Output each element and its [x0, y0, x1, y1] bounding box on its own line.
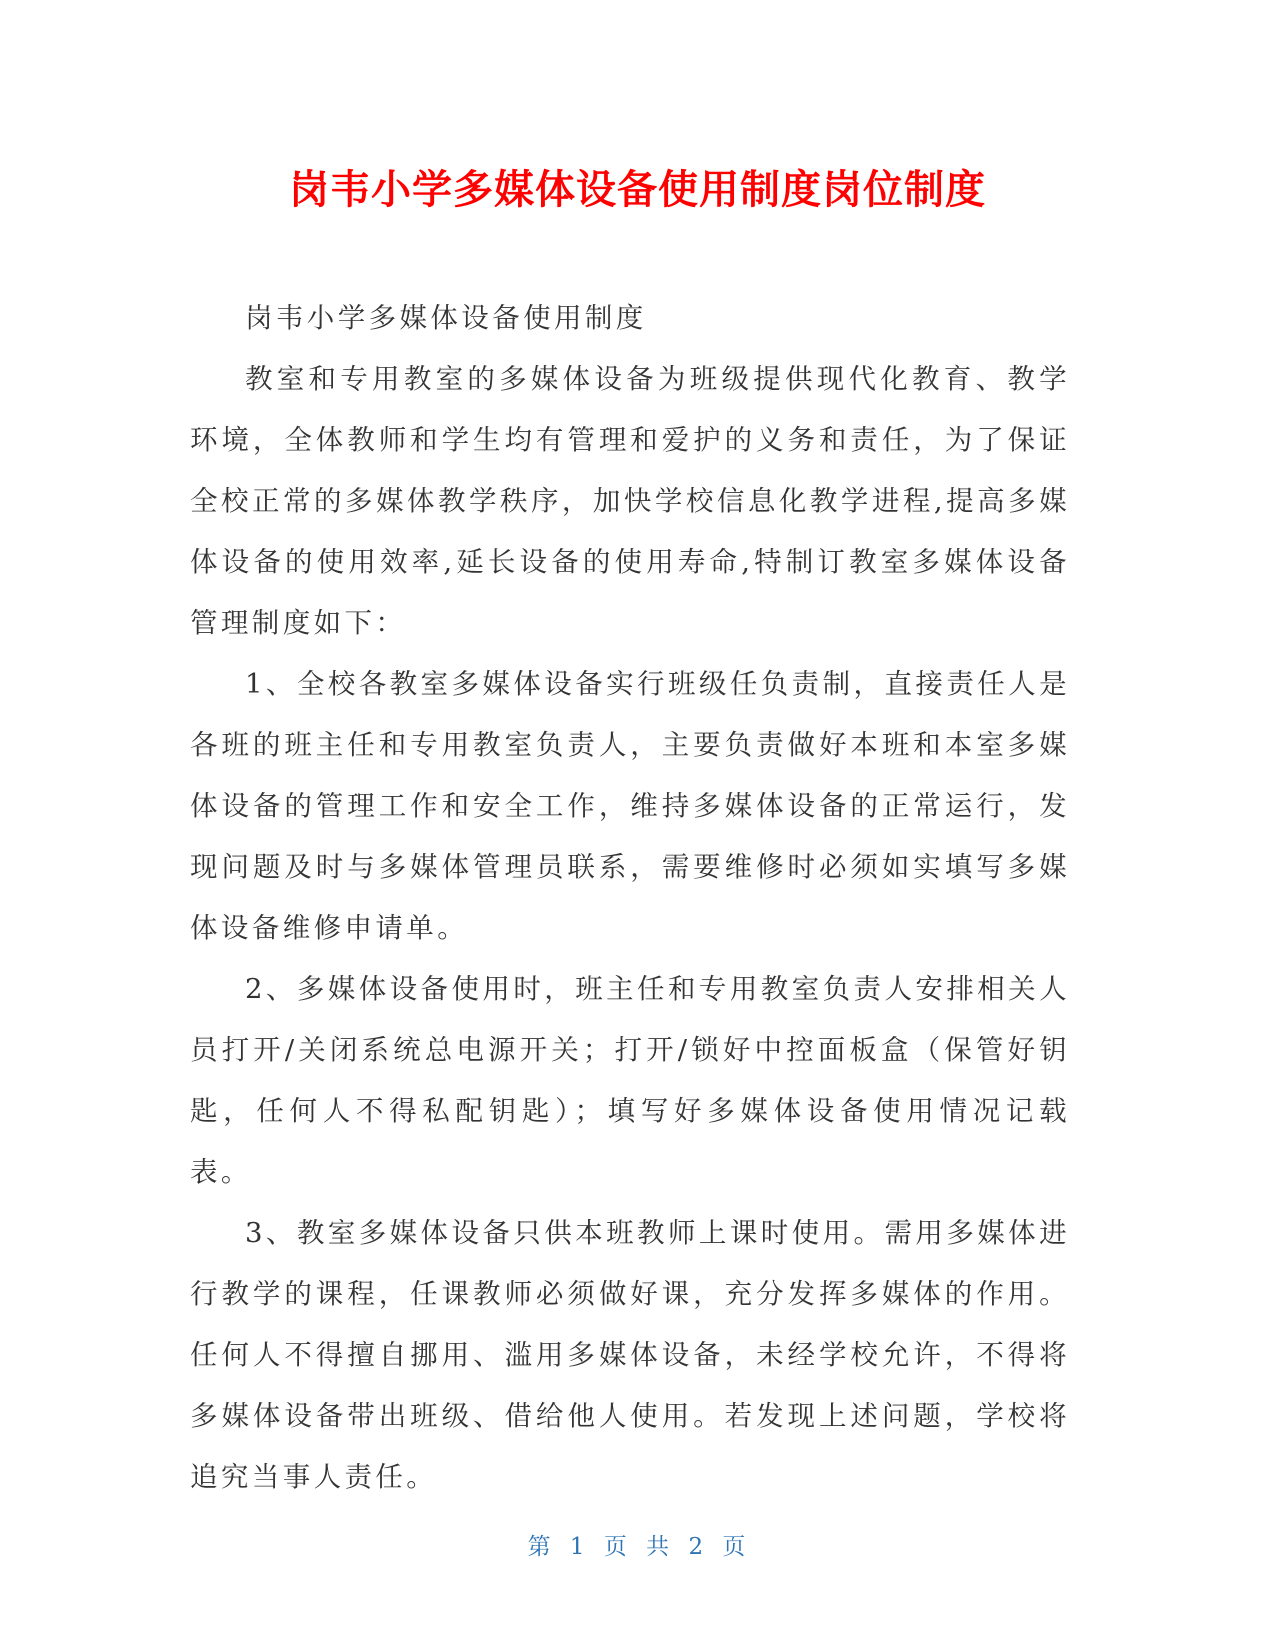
footer-current-page: 1	[569, 1534, 587, 1560]
page-title: 岗韦小学多媒体设备使用制度岗位制度	[289, 167, 986, 213]
footer-page-label: 页	[603, 1534, 629, 1560]
footer-total-label: 共	[646, 1534, 672, 1560]
paragraph-subtitle: 岗韦小学多媒体设备使用制度	[245, 302, 647, 334]
document-body	[190, 288, 1070, 1508]
footer-suffix: 页	[722, 1534, 748, 1560]
page-footer	[0, 1528, 1275, 1561]
paragraph-rule-1: 1、全校各教室多媒体设备实行班级任负责制，直接责任人是各班的班主任和专用教室负责人，主要负责做好本班和本室多媒体设备的管理工作和安全工作，维持多媒体设备的正常运行，发现问题及时与多媒体管理员联系，需要维修时必须如实填写多媒体设备维修申请单。	[190, 668, 1070, 944]
footer-prefix: 第	[527, 1534, 553, 1560]
paragraph-intro: 教室和专用教室的多媒体设备为班级提供现代化教育、教学环境，全体教师和学生均有管理和爱护的义务和责任，为了保证全校正常的多媒体教学秩序，加快学校信息化教学进程,提高多媒体设备的使用效率,延长设备的使用寿命,特制订教室多媒体设备管理制度如下：	[190, 363, 1070, 639]
paragraph-rule-2: 2、多媒体设备使用时，班主任和专用教室负责人安排相关人员打开/关闭系统总电源开关；打开/锁好中控面板盒（保管好钥匙，任何人不得私配钥匙）；填写好多媒体设备使用情况记载表。	[190, 973, 1070, 1188]
paragraph-rule-3: 3、教室多媒体设备只供本班教师上课时使用。需用多媒体进行教学的课程，任课教师必须做好课，充分发挥多媒体的作用。任何人不得擅自挪用、滥用多媒体设备，未经学校允许，不得将多媒体设备带出班级、借给他人使用。若发现上述问题，学校将追究当事人责任。	[190, 1217, 1070, 1493]
footer-total-pages: 2	[688, 1534, 706, 1560]
